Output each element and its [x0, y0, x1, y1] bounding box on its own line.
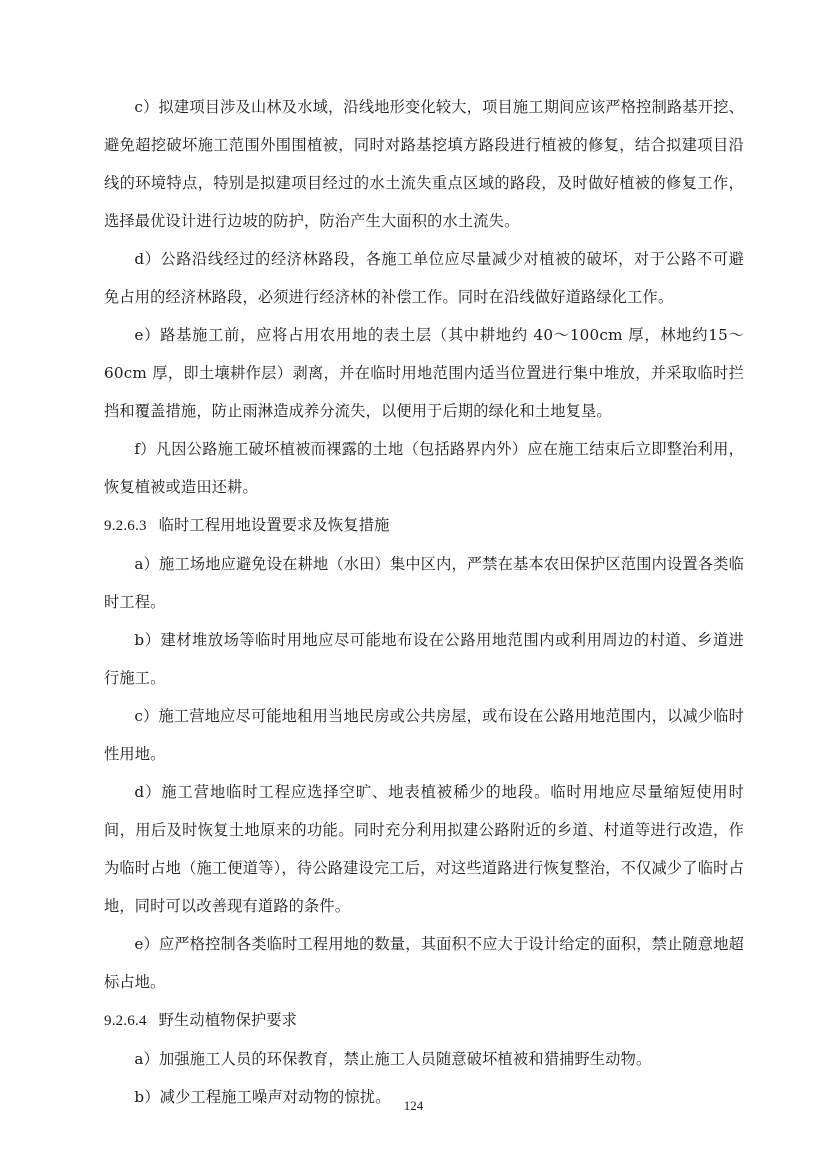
paragraph-d-economic-forest: d）公路沿线经过的经济林路段，各施工单位应尽量减少对植被的破坏，对于公路不可避免占用的经济林路段，必须进行经济林的补偿工作。同时在沿线做好道路绿化工作。 — [104, 250, 744, 306]
paragraph-e-topsoil-stripping: e）路基施工前，应将占用农用地的表土层（其中耕地约 40～100cm 厚，林地约15～60cm 厚，即土壤耕作层）剥离，并在临时用地范围内适当位置进行集中堆放，并采取临时拦挡和覆盖措施，防止雨淋造成养分流失，以便用于后期的绿化和土地复垦。 — [104, 326, 744, 420]
paragraph-b-noise-reduction: b）减少工程施工噪声对动物的惊扰。 — [134, 1088, 391, 1106]
paragraph-f-bare-land-restoration: f）凡因公路施工破坏植被而裸露的土地（包括路界内外）应在施工结束后立即整治利用，恢复植被或造田还耕。 — [104, 440, 744, 496]
paragraph-e-land-quantity-control: e）应严格控制各类临时工程用地的数量，其面积不应大于设计给定的面积，禁止随意地超标占地。 — [104, 935, 744, 991]
paragraph-c-vegetation-control: c）拟建项目涉及山林及水域，沿线地形变化较大，项目施工期间应该严格控制路基开挖、避免超挖破坏施工范围外围围植被，同时对路基挖填方路段进行植被的修复，结合拟建项目沿线的环境特点，特别是拟建项目经过的水土流失重点区域的路段，及时做好植被的修复工作，选择最优设计进行边坡的防护，防治产生大面积的水土流失。 — [104, 98, 744, 230]
section-number: 9.2.6.3 — [104, 518, 147, 534]
paragraph-a-environmental-education: a）加强施工人员的环保教育，禁止施工人员随意破坏植被和猎捕野生动物。 — [134, 1050, 652, 1068]
paragraph-c-construction-camp: c）施工营地应尽可能地租用当地民房或公共房屋，或布设在公路用地范围内，以减少临时性用地。 — [104, 707, 744, 763]
section-number: 9.2.6.4 — [104, 1013, 147, 1029]
paragraph-a-site-location: a）施工场地应避免设在耕地（水田）集中区内，严禁在基本农田保护区范围内设置各类临时工程。 — [104, 555, 744, 611]
page-number: 124 — [403, 1098, 424, 1113]
section-heading-9-2-6-3 — [104, 506, 744, 545]
section-heading-9-2-6-4 — [104, 1001, 744, 1040]
paragraph-b-material-yard: b）建材堆放场等临时用地应尽可能地布设在公路用地范围内或利用周边的村道、乡道进行施工。 — [104, 631, 744, 687]
section-title: 临时工程用地设置要求及恢复措施 — [158, 516, 390, 534]
page-body — [104, 88, 744, 1116]
paragraph-d-temporary-works: d）施工营地临时工程应选择空旷、地表植被稀少的地段。临时用地应尽量缩短使用时间，用后及时恢复土地原来的功能。同时充分利用拟建公路附近的乡道、村道等进行改造，作为临时占地（施工便道等），待公路建设完工后，对这些道路进行恢复整治，不仅减少了临时占地，同时可以改善现有道路的条件。 — [104, 783, 744, 915]
section-title: 野生动植物保护要求 — [158, 1011, 298, 1029]
